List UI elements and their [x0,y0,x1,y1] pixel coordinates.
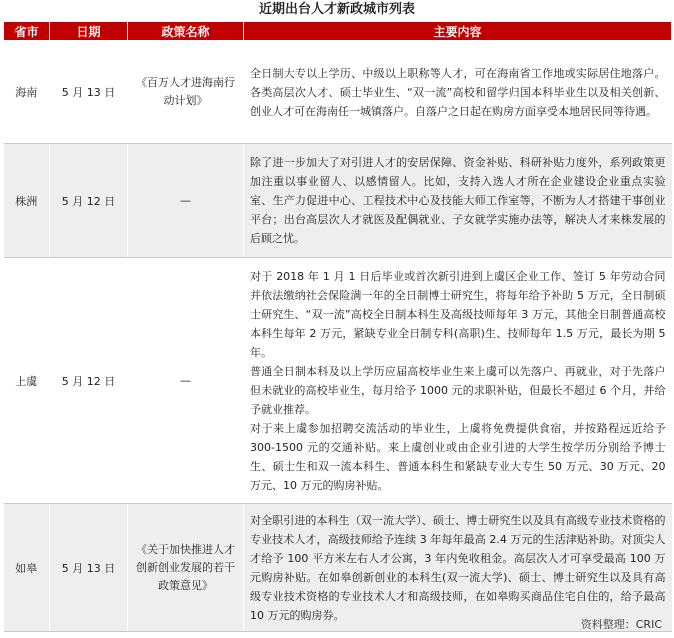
table-row-zhuzhou [4,144,672,258]
city-cell: 如皋 [4,504,50,632]
table-row-rugao [4,504,672,632]
table-row-shangyu [4,258,672,504]
header-date: 日期 [50,22,128,41]
content-paragraph: 除了进一步加大了对引进人才的安居保障、资金补贴、科研补贴力度外，系列政策更加注重以事业留人、以感情留人。比如，支持入选人才所在企业建设企业重点实验室、生产力促进中心、工程技术中心及技能大师工作室等，不断为人才搭建干事创业平台；出台高层次人才就医及配偶就业、子女就学实施办法等，解决人才来株发展的后顾之忧。 [250,156,666,245]
header-row [4,22,672,41]
city-cell: 上虞 [4,258,50,504]
content-cell [244,144,672,258]
content-paragraph: 对于来上虞参加招聘交流活动的毕业生，上虞将免费提供食宿，并按路程远近给予 300-1500 元的交通补贴。来上虞创业或由企业引进的大学生按学历分别给予博士生、硕士生和双一流本科生、普通本科生和紧缺专业大专生 50 万元、30 万元、20 万元、10 万元的购房补贴。 [250,421,666,492]
policy-cell: 《关于加快推进人才创新创业发展的若干政策意见》 [128,504,244,632]
content-cell [244,504,672,632]
content-paragraph: 对全职引进的本科生（双一流大学）、硕士、博士研究生以及具有高级专业技术资格的专业技术人才，高级技师给予连续 3 年每年最高 2.4 万元的生活津贴补助。对顶尖人才给予 100 平方米左右人才公寓，3 年内免收租金。高层次人才可享受最高 100 万元购房补贴。在如皋创新创业的本科生(双一流大学)、硕士、博士研究生以及具有高级专业技术资格的专业技术人才和高级技师，在如皋购买商品住宅自住的，给予最高 10 万元的购房券。 [250,513,666,622]
content-paragraph: 全日制大专以上学历、中级以上职称等人才，可在海南省工作地或实际居住地落户。各类高层次人才、硕士毕业生、“双一流”高校和留学归国本科毕业生以及相关创新、创业人才可在海南任一城镇落户。自落户之日起在购房方面享受本地居民同等待遇。 [250,66,666,118]
date-cell: 5 月 13 日 [50,41,128,144]
header-content: 主要内容 [244,22,672,41]
policy-cell: 《百万人才进海南行动计划》 [128,41,244,144]
content-paragraph: 普通全日制本科及以上学历应届高校毕业生来上虞可以先落户、再就业，对于先落户但未就业的高校毕业生，每月给予 1000 元的求职补贴，但最长不超过 6 个月，并给予就业推荐。 [250,364,666,416]
city-cell: 株洲 [4,144,50,258]
policy-cell: — [128,144,244,258]
date-cell: 5 月 12 日 [50,258,128,504]
header-policy: 政策名称 [128,22,244,41]
policy-table [3,21,672,632]
city-cell: 海南 [4,41,50,144]
date-cell: 5 月 12 日 [50,144,128,258]
source-note: 资料整理：CRIC [580,618,662,631]
table-row-hainan [4,41,672,144]
date-cell: 5 月 13 日 [50,504,128,632]
content-cell [244,41,672,144]
content-cell [244,258,672,504]
policy-cell: — [128,258,244,504]
content-paragraph: 对于 2018 年 1 月 1 日后毕业或首次新引进到上虞区企业工作、签订 5 年劳动合同并依法缴纳社会保险满一年的全日制博士研究生，将每年给予补助 5 万元，全日制硕士研究生、“双一流”高校全日制本科生及高级技师每年 3 万元，其他全日制普通高校本科生每年 2 万元，紧缺专业全日制专科(高职)生、技师每年 1.5 万元，最长为期 5 年。 [250,269,666,359]
table-title: 近期出台人才新政城市列表 [258,2,415,17]
header-city: 省市 [4,22,50,41]
